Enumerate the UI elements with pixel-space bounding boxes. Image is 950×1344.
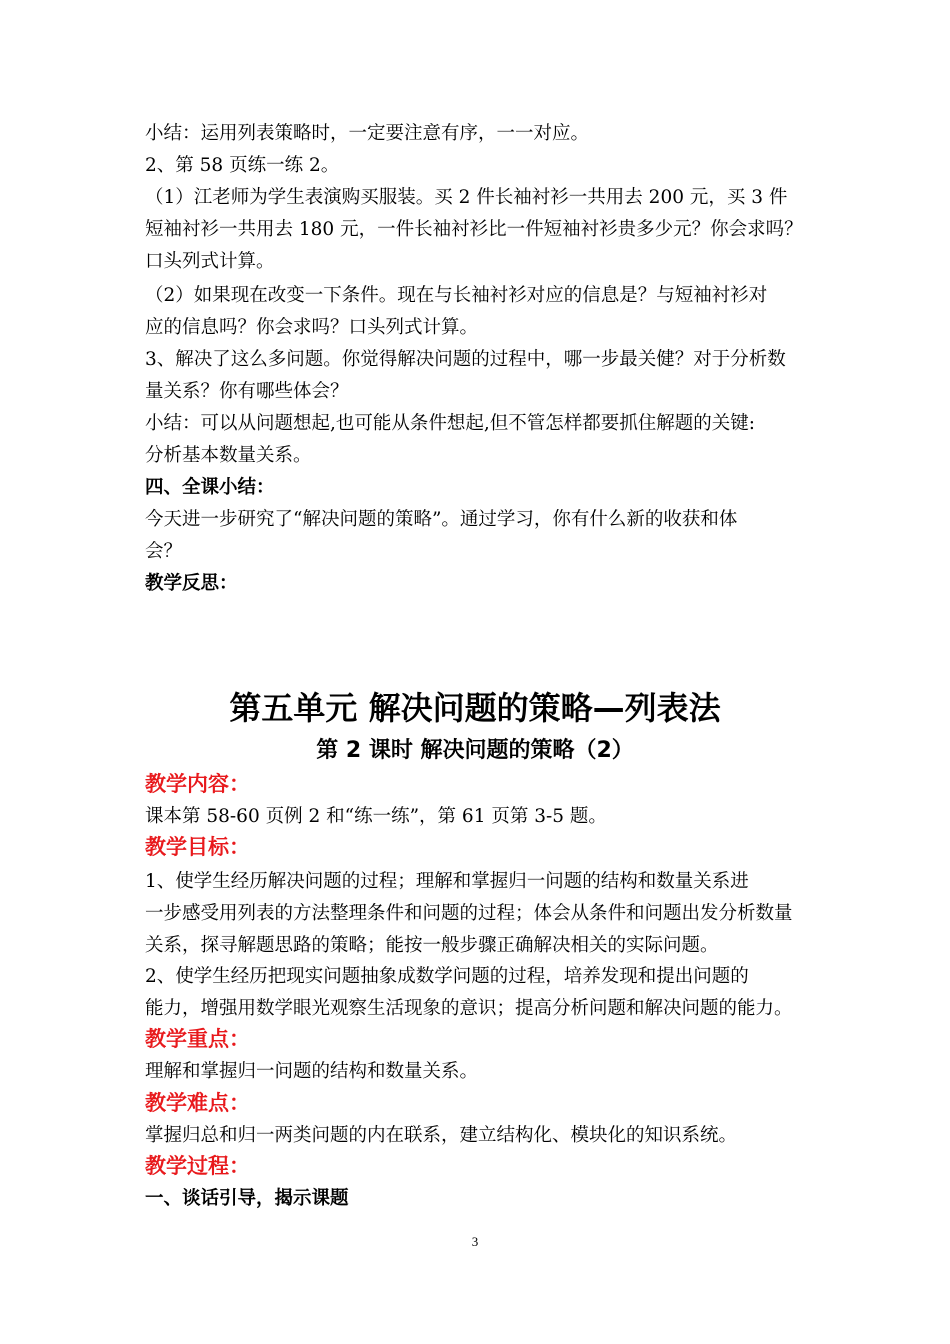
difficulty-text: 掌握归总和归一两类问题的内在联系，建立结构化、模块化的知识系统。 [145,1125,738,1146]
key-points-text: 理解和掌握归一问题的结构和数量关系。 [145,1061,479,1082]
question-1-line-3: 口头列式计算。 [145,251,275,272]
exercise-item-2: 2、第 58 页练一练 2。 [145,155,340,176]
section-4-heading: 四、全课小结： [145,477,275,498]
content-text: 课本第 58-60 页例 2 和“练一练”，第 61 页第 3-5 题。 [145,806,607,827]
goal-1-line-2: 一步感受用列表的方法整理条件和问题的过程；体会从条件和问题出发分析数量 [145,903,793,924]
goal-1-line-1: 1、使学生经历解决问题的过程；理解和掌握归一问题的结构和数量关系进 [145,871,749,892]
key-points-heading: 教学重点： [145,1027,250,1051]
summary-2-line-2: 分析基本数量关系。 [145,445,312,466]
unit-title: 第五单元 解决问题的策略—列表法 [229,689,721,727]
lesson-subtitle: 第 2 课时 解决问题的策略（2） [316,738,634,763]
summary-2-line-1: 小结：可以从问题想起,也可能从条件想起,但不管怎样都要抓住解题的关键: [145,413,755,434]
question-2-line-1: （2）如果现在改变一下条件。现在与长袖衬衫对应的信息是？与短袖衬衫对 [145,285,768,306]
summary-line: 小结：运用列表策略时，一定要注意有序，一一对应。 [145,123,590,144]
page-number: 3 [471,1234,479,1249]
goal-2-line-2: 能力，增强用数学眼光观察生活现象的意识；提高分析问题和解决问题的能力。 [145,998,793,1019]
goal-2-line-1: 2、使学生经历把现实问题抽象成数学问题的过程，培养发现和提出问题的 [145,966,749,987]
goal-1-line-3: 关系，探寻解题思路的策略；能按一般步骤正确解决相关的实际问题。 [145,935,719,956]
wrap-up-line-1: 今天进一步研究了“解决问题的策略”。通过学习，你有什么新的收获和体 [145,509,738,530]
section-1-heading: 一、谈话引导，揭示课题 [145,1188,349,1209]
difficulty-heading: 教学难点： [145,1091,250,1115]
question-1-line-1: （1）江老师为学生表演购买服装。买 2 件长袖衬衫一共用去 200 元，买 3 件 [145,187,788,208]
exercise-item-3-line-1: 3、解决了这么多问题。你觉得解决问题的过程中，哪一步最关健？对于分析数 [145,349,786,370]
exercise-item-3-line-2: 量关系？你有哪些体会？ [145,381,349,402]
goals-heading: 教学目标： [145,835,250,859]
process-heading: 教学过程： [145,1154,250,1178]
reflection-heading: 教学反思： [145,573,238,594]
question-2-line-2: 应的信息吗？你会求吗？口头列式计算。 [145,317,479,338]
question-1-line-2: 短袖衬衫一共用去 180 元，一件长袖衬衫比一件短袖衬衫贵多少元？你会求吗？ [145,219,803,240]
wrap-up-line-2: 会？ [145,541,183,562]
content-heading: 教学内容： [145,772,250,796]
